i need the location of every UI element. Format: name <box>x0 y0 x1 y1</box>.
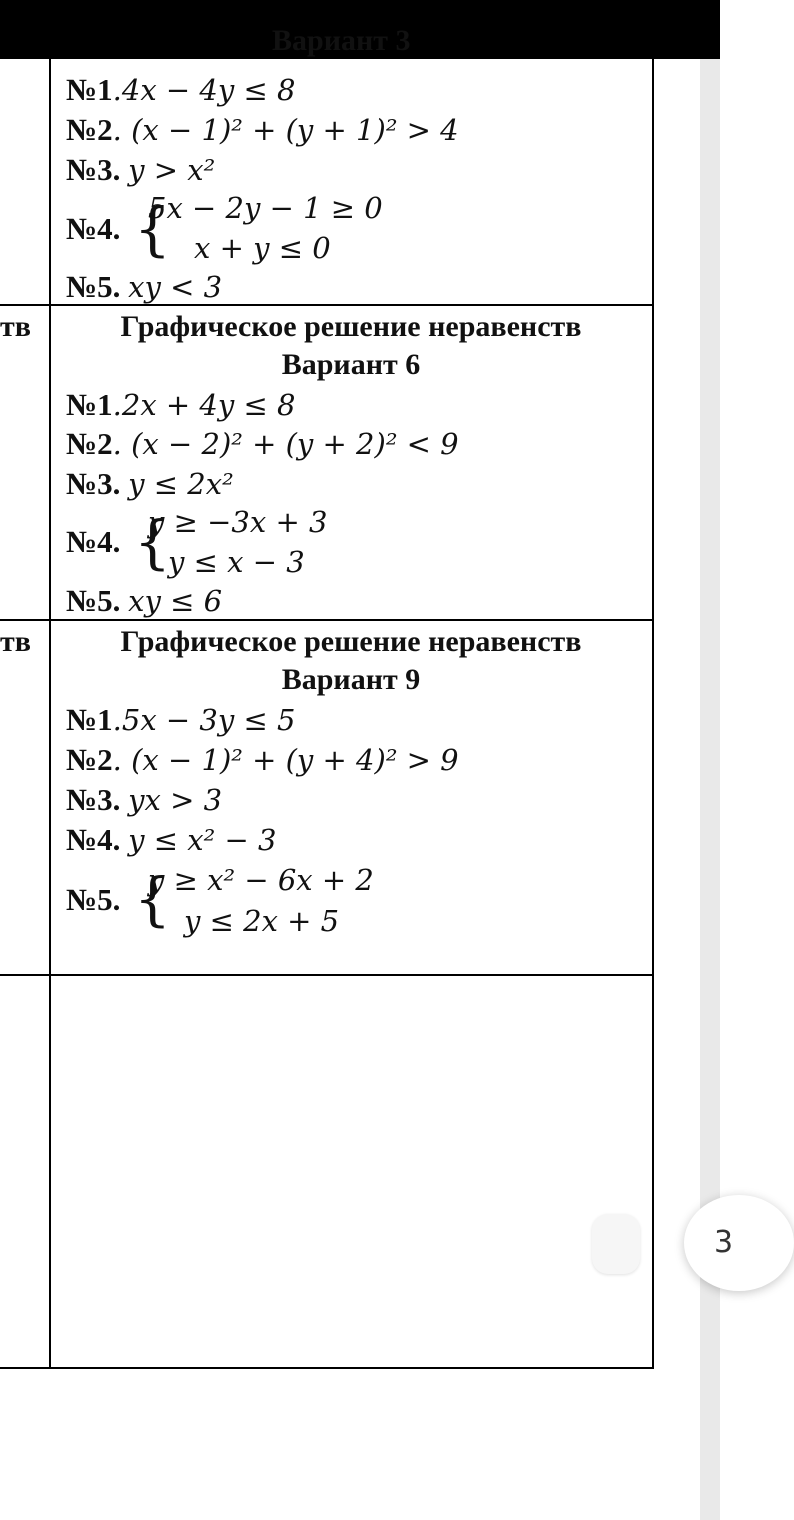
problem-4-label: №4. <box>66 524 121 559</box>
problem-2: №2. (x − 1)² + (y + 1)² > 4 <box>66 112 459 147</box>
row-divider <box>0 974 654 976</box>
problem-5: №5. xy ≤ 6 <box>66 583 223 618</box>
system-brace: { <box>134 508 171 576</box>
variant-title: Вариант 6 <box>281 348 421 381</box>
system-line-2: y ≤ x − 3 <box>168 545 305 579</box>
overlay-button[interactable] <box>592 1214 640 1274</box>
scrollbar-track[interactable] <box>700 0 720 1520</box>
table-border-bottom <box>0 1367 654 1369</box>
variant-title: Вариант 9 <box>281 663 421 696</box>
system-brace: { <box>134 195 171 263</box>
problem-5-label: №5. <box>66 882 121 917</box>
problem-1: №1.5x − 3y ≤ 5 <box>66 702 296 737</box>
section-heading: Графическое решение неравенств <box>120 625 582 658</box>
problem-2: №2. (x − 2)² + (y + 2)² < 9 <box>66 426 459 461</box>
problem-1: №1.2x + 4y ≤ 8 <box>66 387 296 422</box>
problem-2: №2. (x − 1)² + (y + 4)² > 9 <box>66 742 459 777</box>
cut-off-variant-title: Вариант 3 <box>272 24 411 57</box>
section-heading: Графическое решение неравенств <box>120 310 582 343</box>
page-nav-button[interactable] <box>684 1195 794 1291</box>
system-line-1: y ≥ −3x + 3 <box>148 505 328 539</box>
problem-4: №4. y ≤ x² − 3 <box>66 822 277 857</box>
system-line-2: x + y ≤ 0 <box>194 231 331 265</box>
page-number-glyph: 3 <box>714 1225 734 1260</box>
row-divider <box>0 619 654 621</box>
system-line-1: y ≥ x² − 6x + 2 <box>148 863 374 897</box>
problem-3: №3. y > x² <box>66 152 216 187</box>
system-line-1: 5x − 2y − 1 ≥ 0 <box>148 191 383 225</box>
problem-3: №3. yx > 3 <box>66 782 223 817</box>
top-bar <box>0 0 720 59</box>
system-line-2: y ≤ 2x + 5 <box>184 904 340 938</box>
problem-1: №1.4x − 4y ≤ 8 <box>66 72 296 107</box>
problem-4-label: №4. <box>66 211 121 246</box>
left-column-fragment: тв <box>0 310 31 343</box>
system-brace: { <box>134 865 171 933</box>
table-border-left <box>49 59 51 1369</box>
problem-3: №3. y ≤ 2x² <box>66 466 234 501</box>
problem-5: №5. xy < 3 <box>66 269 223 304</box>
table-border-right <box>652 59 654 1369</box>
left-column-fragment: тв <box>0 625 31 658</box>
